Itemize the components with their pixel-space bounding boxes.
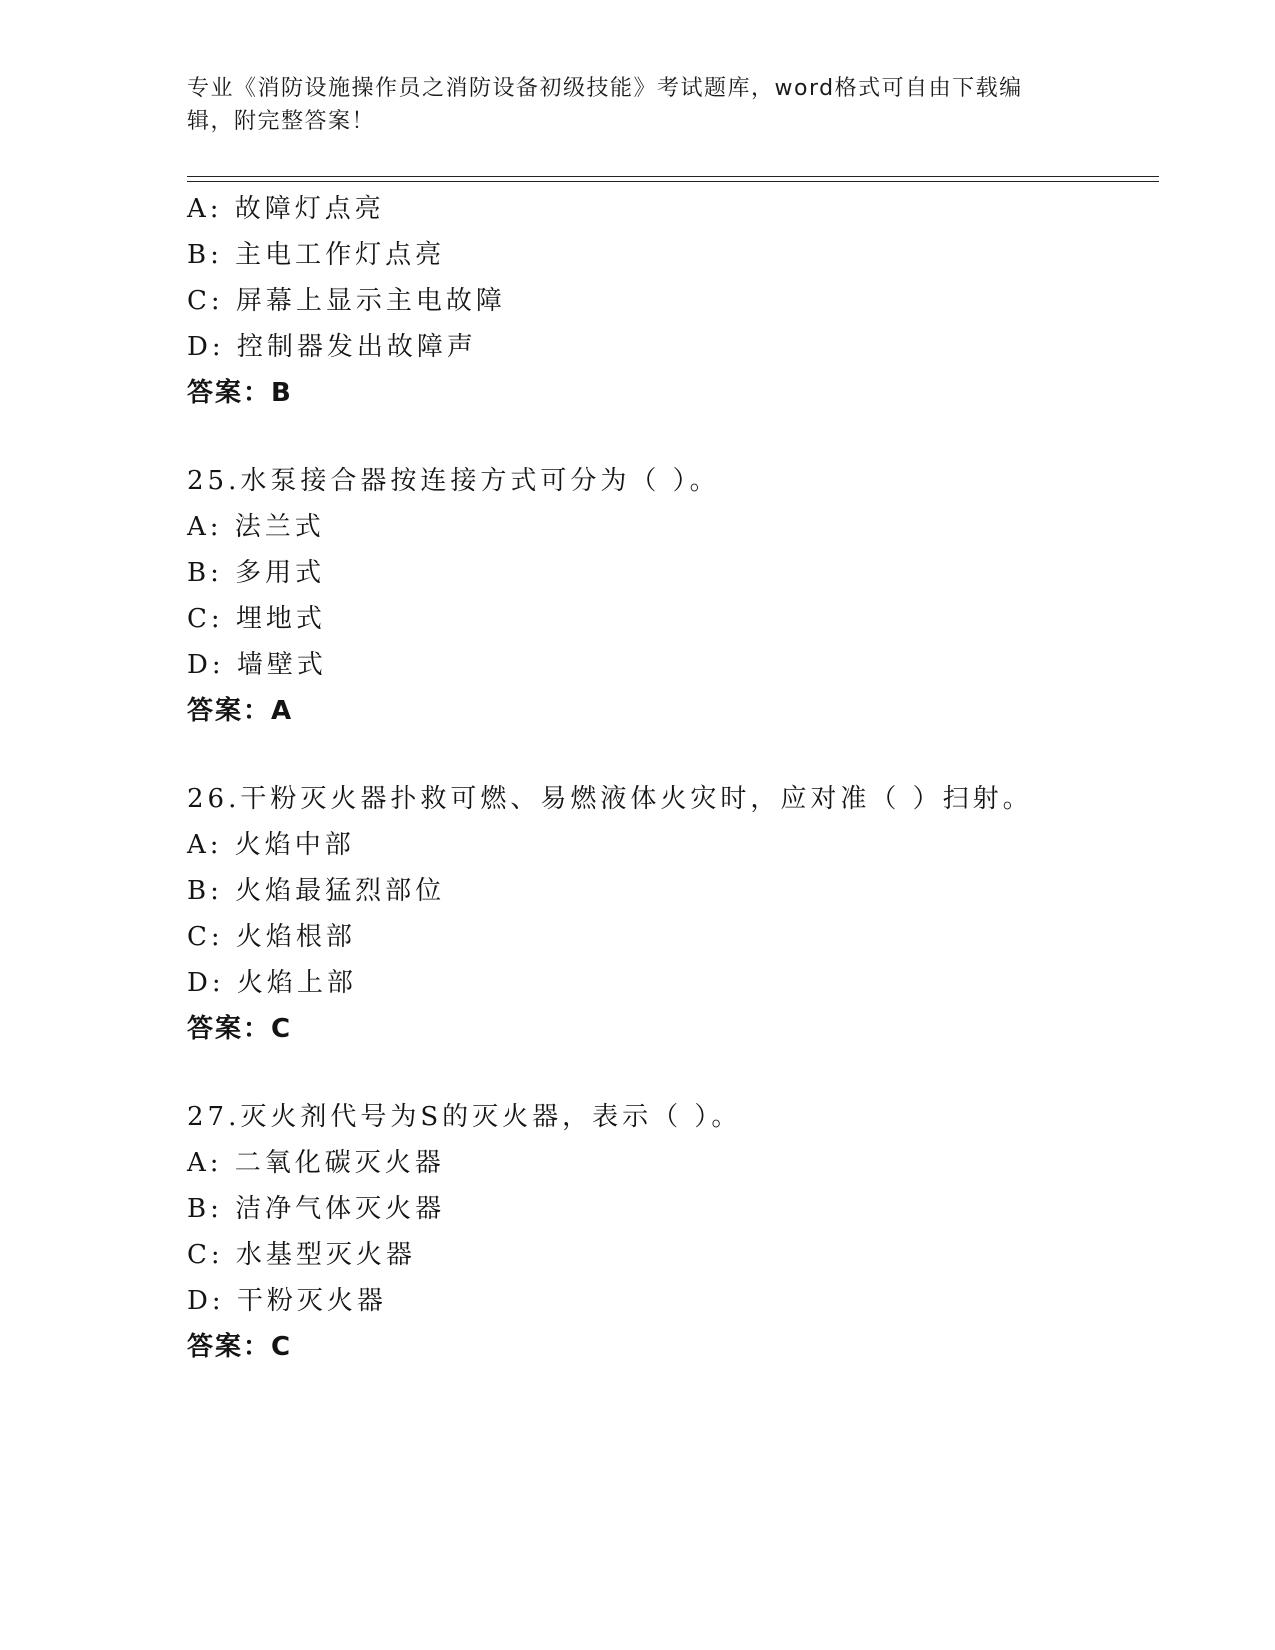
question-text: 27.灭火剂代号为S的灭火器，表示（ ）。 [187, 1102, 742, 1132]
answer-line: 答案：B [187, 378, 293, 408]
header-rule-top [187, 176, 1159, 177]
option-c: C: 火焰根部 [187, 922, 356, 952]
header-line-2: 辑，附完整答案！ [187, 109, 376, 134]
option-c: C: 屏幕上显示主电故障 [187, 286, 506, 316]
option-a: A: 火焰中部 [187, 830, 355, 860]
header-rule-bottom [187, 181, 1159, 182]
question-text: 25.水泵接合器按连接方式可分为（ ）。 [187, 466, 720, 496]
option-d: D: 控制器发出故障声 [187, 332, 477, 362]
question-text: 26.干粉灭火器扑救可燃、易燃液体火灾时，应对准（ ）扫射。 [187, 784, 1033, 814]
option-b: B: 多用式 [187, 558, 326, 588]
option-c: C: 埋地式 [187, 604, 326, 634]
question-block-26 [187, 776, 1137, 1052]
option-d: D: 墙壁式 [187, 650, 327, 680]
question-list [187, 186, 1137, 1370]
option-d: D: 火焰上部 [187, 968, 357, 998]
document-header [187, 72, 1067, 138]
option-b: B: 主电工作灯点亮 [187, 240, 446, 270]
header-line-1: 专业《消防设施操作员之消防设备初级技能》考试题库，word格式可自由下载编 [187, 76, 1023, 101]
option-a: A: 故障灯点亮 [187, 194, 385, 224]
option-a: A: 二氧化碳灭火器 [187, 1148, 445, 1178]
option-a: A: 法兰式 [187, 512, 325, 542]
question-block-25 [187, 458, 1137, 734]
question-block-27 [187, 1094, 1137, 1370]
answer-line: 答案：A [187, 696, 294, 726]
option-c: C: 水基型灭火器 [187, 1240, 416, 1270]
question-block-24 [187, 186, 1137, 416]
option-b: B: 火焰最猛烈部位 [187, 876, 446, 906]
option-d: D: 干粉灭火器 [187, 1286, 387, 1316]
option-b: B: 洁净气体灭火器 [187, 1194, 446, 1224]
answer-line: 答案：C [187, 1332, 293, 1362]
answer-line: 答案：C [187, 1014, 293, 1044]
